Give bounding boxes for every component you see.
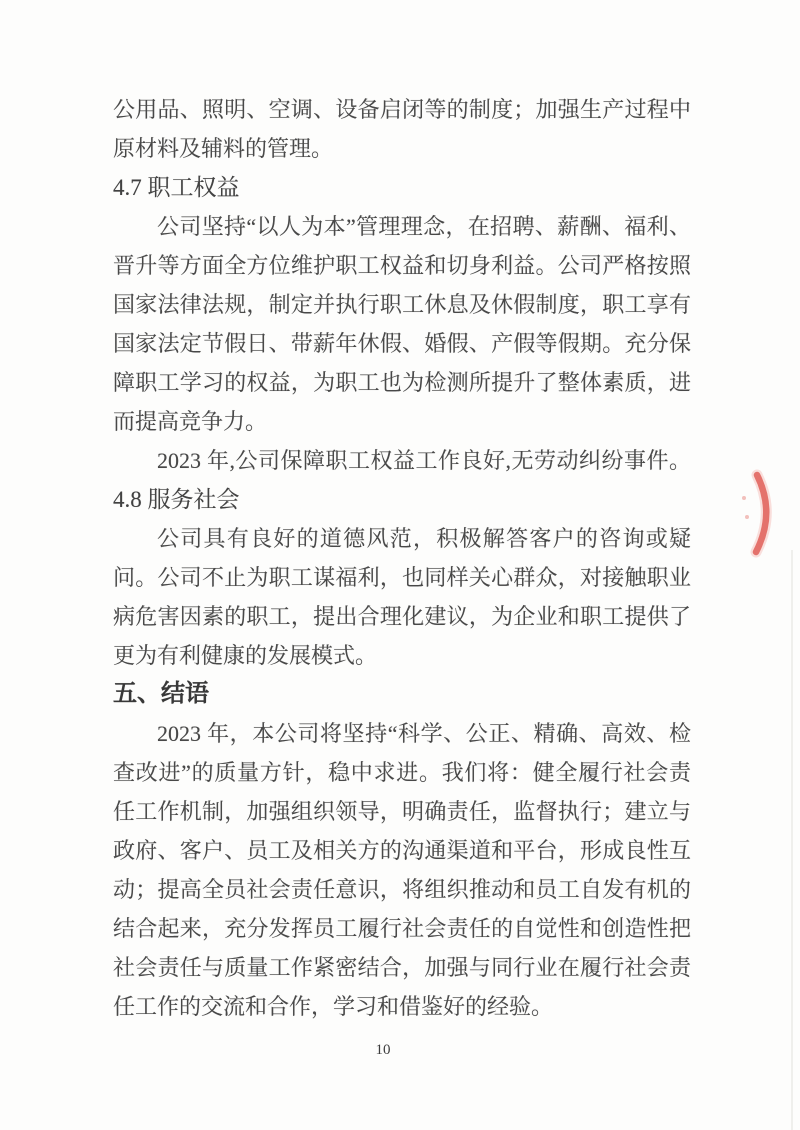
- text-line: 而提高竞争力。: [113, 409, 268, 434]
- text-line: 病危害因素的职工，提出合理化建议，为企业和职工提供了: [113, 604, 691, 629]
- text-line: 问。公司不止为职工谋福利，也同样关心群众，对接触职业: [113, 565, 691, 590]
- text-line: 动；提高全员社会责任意识，将组织推动和员工自发有机的: [113, 877, 691, 902]
- text-line: 国家法律法规，制定并执行职工休息及休假制度，职工享有: [113, 292, 691, 317]
- text-line: 2023 年,公司保障职工权益工作良好,无劳动纠纷事件。: [157, 448, 691, 473]
- section-heading: 4.8 服务社会: [113, 487, 240, 512]
- text-line: 更为有利健康的发展模式。: [113, 643, 378, 668]
- text-line: 原材料及辅料的管理。: [113, 136, 334, 161]
- red-seal-stamp-arc: [738, 465, 782, 565]
- text-line: 任工作的交流和合作，学习和借鉴好的经验。: [113, 994, 554, 1019]
- text-line: 2023 年，本公司将坚持“科学、公正、精确、高效、检: [157, 721, 691, 746]
- text-line: 公司坚持“以人为本”管理理念，在招聘、薪酬、福利、: [157, 214, 691, 239]
- text-line: 查改进”的质量方针，稳中求进。我们将：健全履行社会责: [113, 760, 691, 785]
- scan-crease-line: [791, 550, 793, 1130]
- text-line: 社会责任与质量工作紧密结合，加强与同行业在履行社会责: [113, 955, 691, 980]
- text-line: 结合起来，充分发挥员工履行社会责任的自觉性和创造性把: [113, 916, 691, 941]
- text-line: 任工作机制，加强组织领导，明确责任，监督执行；建立与: [113, 799, 691, 824]
- text-line: 国家法定节假日、带薪年休假、婚假、产假等假期。充分保: [113, 331, 691, 356]
- text-line: 政府、客户、员工及相关方的沟通渠道和平台，形成良性互: [113, 838, 691, 863]
- text-line: 障职工学习的权益，为职工也为检测所提升了整体素质，进: [113, 370, 691, 395]
- text-line: 晋升等方面全方位维护职工权益和切身利益。公司严格按照: [113, 253, 691, 278]
- text-content: [113, 90, 691, 1026]
- section-heading: 4.7 职工权益: [113, 175, 240, 200]
- section-heading: 五、结语: [113, 681, 209, 707]
- page-number: 10: [375, 1042, 391, 1058]
- text-line: 公司具有良好的道德风范，积极解答客户的咨询或疑: [157, 526, 691, 551]
- text-line: 公用品、照明、空调、设备启闭等的制度；加强生产过程中: [113, 97, 691, 122]
